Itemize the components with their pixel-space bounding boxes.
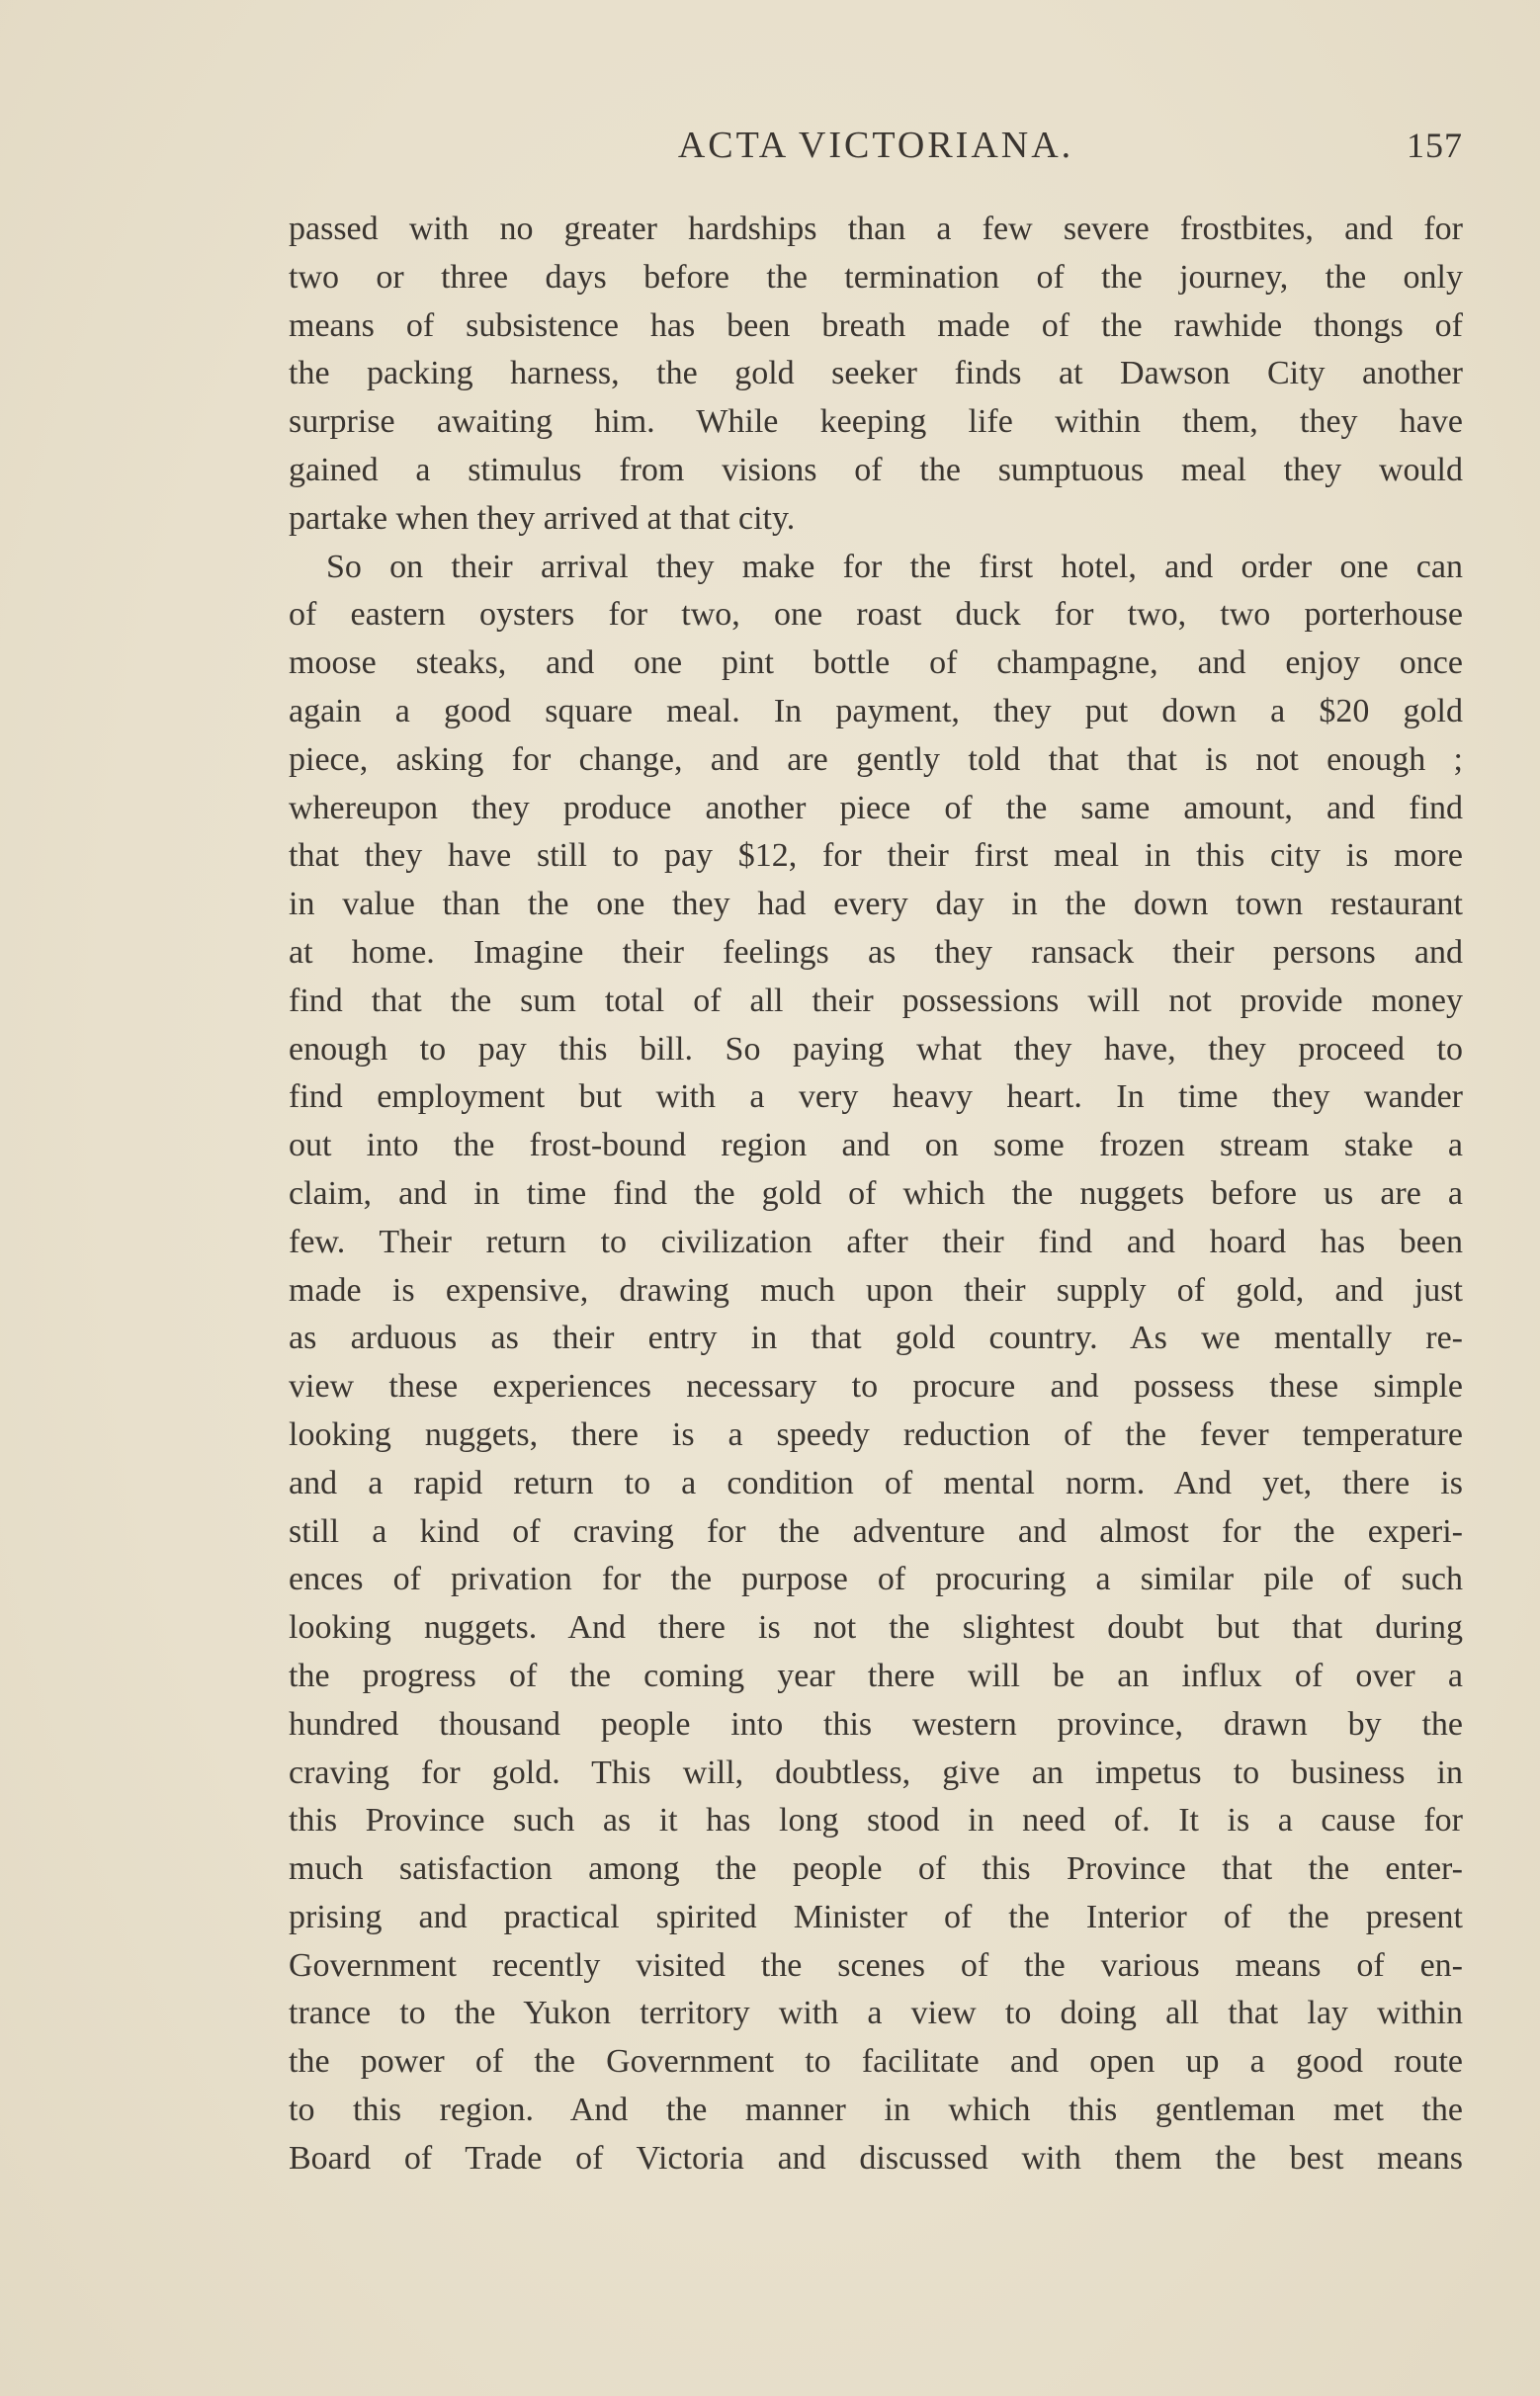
text-line: whereupon they produce another piece of the same amount, and find: [289, 789, 1463, 826]
text-line: surprise awaiting him. While keeping life within them, they have: [289, 403, 1463, 441]
text-line: again a good square meal. In payment, they put down a $20 gold: [289, 692, 1463, 729]
text-line: the progress of the coming year there will be an influx of over a: [289, 1657, 1463, 1694]
text-line: enough to pay this bill. So paying what they have, they proceed to: [289, 1030, 1463, 1068]
body-text: [289, 206, 1463, 2183]
text-line: find that the sum total of all their possessions will not provide money: [289, 982, 1463, 1019]
running-header: [289, 121, 1463, 170]
running-title: ACTA VICTORIANA.: [677, 125, 1074, 166]
text-line: partake when they arrived at that city.: [289, 499, 796, 537]
text-line: looking nuggets. And there is not the slightest doubt but that during: [289, 1609, 1463, 1647]
text-line: gained a stimulus from visions of the sumptuous meal they would: [289, 451, 1463, 488]
paragraph: [289, 544, 1463, 2183]
text-line: the power of the Government to facilitate and open up a good route: [289, 2043, 1463, 2081]
text-line: as arduous as their entry in that gold country. As we mentally re-: [289, 1320, 1463, 1357]
text-line: looking nuggets, there is a speedy reduction of the fever temperature: [289, 1415, 1463, 1453]
page-number: 157: [1407, 126, 1463, 165]
text-line: ences of privation for the purpose of procuring a similar pile of such: [289, 1561, 1463, 1598]
text-line: find employment but with a very heavy heart. In time they wander: [289, 1078, 1463, 1116]
text-line: Board of Trade of Victoria and discussed with them the best means: [289, 2139, 1463, 2177]
paragraph: [289, 206, 1463, 544]
text-line: of eastern oysters for two, one roast duck for two, two porterhouse: [289, 596, 1463, 634]
text-line: means of subsistence has been breath made of the rawhide thongs of: [289, 306, 1463, 344]
text-line: still a kind of craving for the adventure and almost for the experi-: [289, 1512, 1463, 1550]
text-line: in value than the one they had every day in the down town restaurant: [289, 886, 1463, 923]
text-line: the packing harness, the gold seeker finds at Dawson City another: [289, 355, 1463, 392]
text-line: made is expensive, drawing much upon their supply of gold, and just: [289, 1271, 1463, 1309]
text-line: at home. Imagine their feelings as they ransack their persons and: [289, 933, 1463, 971]
text-line: Government recently visited the scenes of the various means of en-: [289, 1946, 1463, 1984]
text-line: piece, asking for change, and are gently told that that is not enough ;: [289, 740, 1463, 778]
text-line: and a rapid return to a condition of mental norm. And yet, there is: [289, 1464, 1463, 1501]
text-line: few. Their return to civilization after their find and hoard has been: [289, 1223, 1463, 1260]
text-line: moose steaks, and one pint bottle of champagne, and enjoy once: [289, 644, 1463, 682]
text-line: So on their arrival they make for the first hotel, and order one can: [326, 548, 1463, 585]
text-line: passed with no greater hardships than a few severe frostbites, and for: [289, 211, 1463, 247]
text-line: claim, and in time find the gold of which the nuggets before us are a: [289, 1174, 1463, 1212]
text-line: view these experiences necessary to procure and possess these simple: [289, 1368, 1463, 1406]
text-line: much satisfaction among the people of this Province that the enter-: [289, 1850, 1463, 1888]
text-line: out into the frost-bound region and on some frozen stream stake a: [289, 1127, 1463, 1164]
text-line: trance to the Yukon territory with a view to doing all that lay within: [289, 1995, 1463, 2032]
text-line: this Province such as it has long stood in need of. It is a cause for: [289, 1802, 1463, 1840]
text-line: hundred thousand people into this western province, drawn by the: [289, 1705, 1463, 1743]
text-line: two or three days before the termination of the journey, the only: [289, 258, 1463, 296]
text-line: that they have still to pay $12, for their first meal in this city is more: [289, 837, 1463, 875]
text-line: prising and practical spirited Minister of the Interior of the present: [289, 1898, 1463, 1935]
text-line: craving for gold. This will, doubtless, give an impetus to business in: [289, 1754, 1463, 1791]
text-line: to this region. And the manner in which this gentleman met the: [289, 2092, 1463, 2129]
